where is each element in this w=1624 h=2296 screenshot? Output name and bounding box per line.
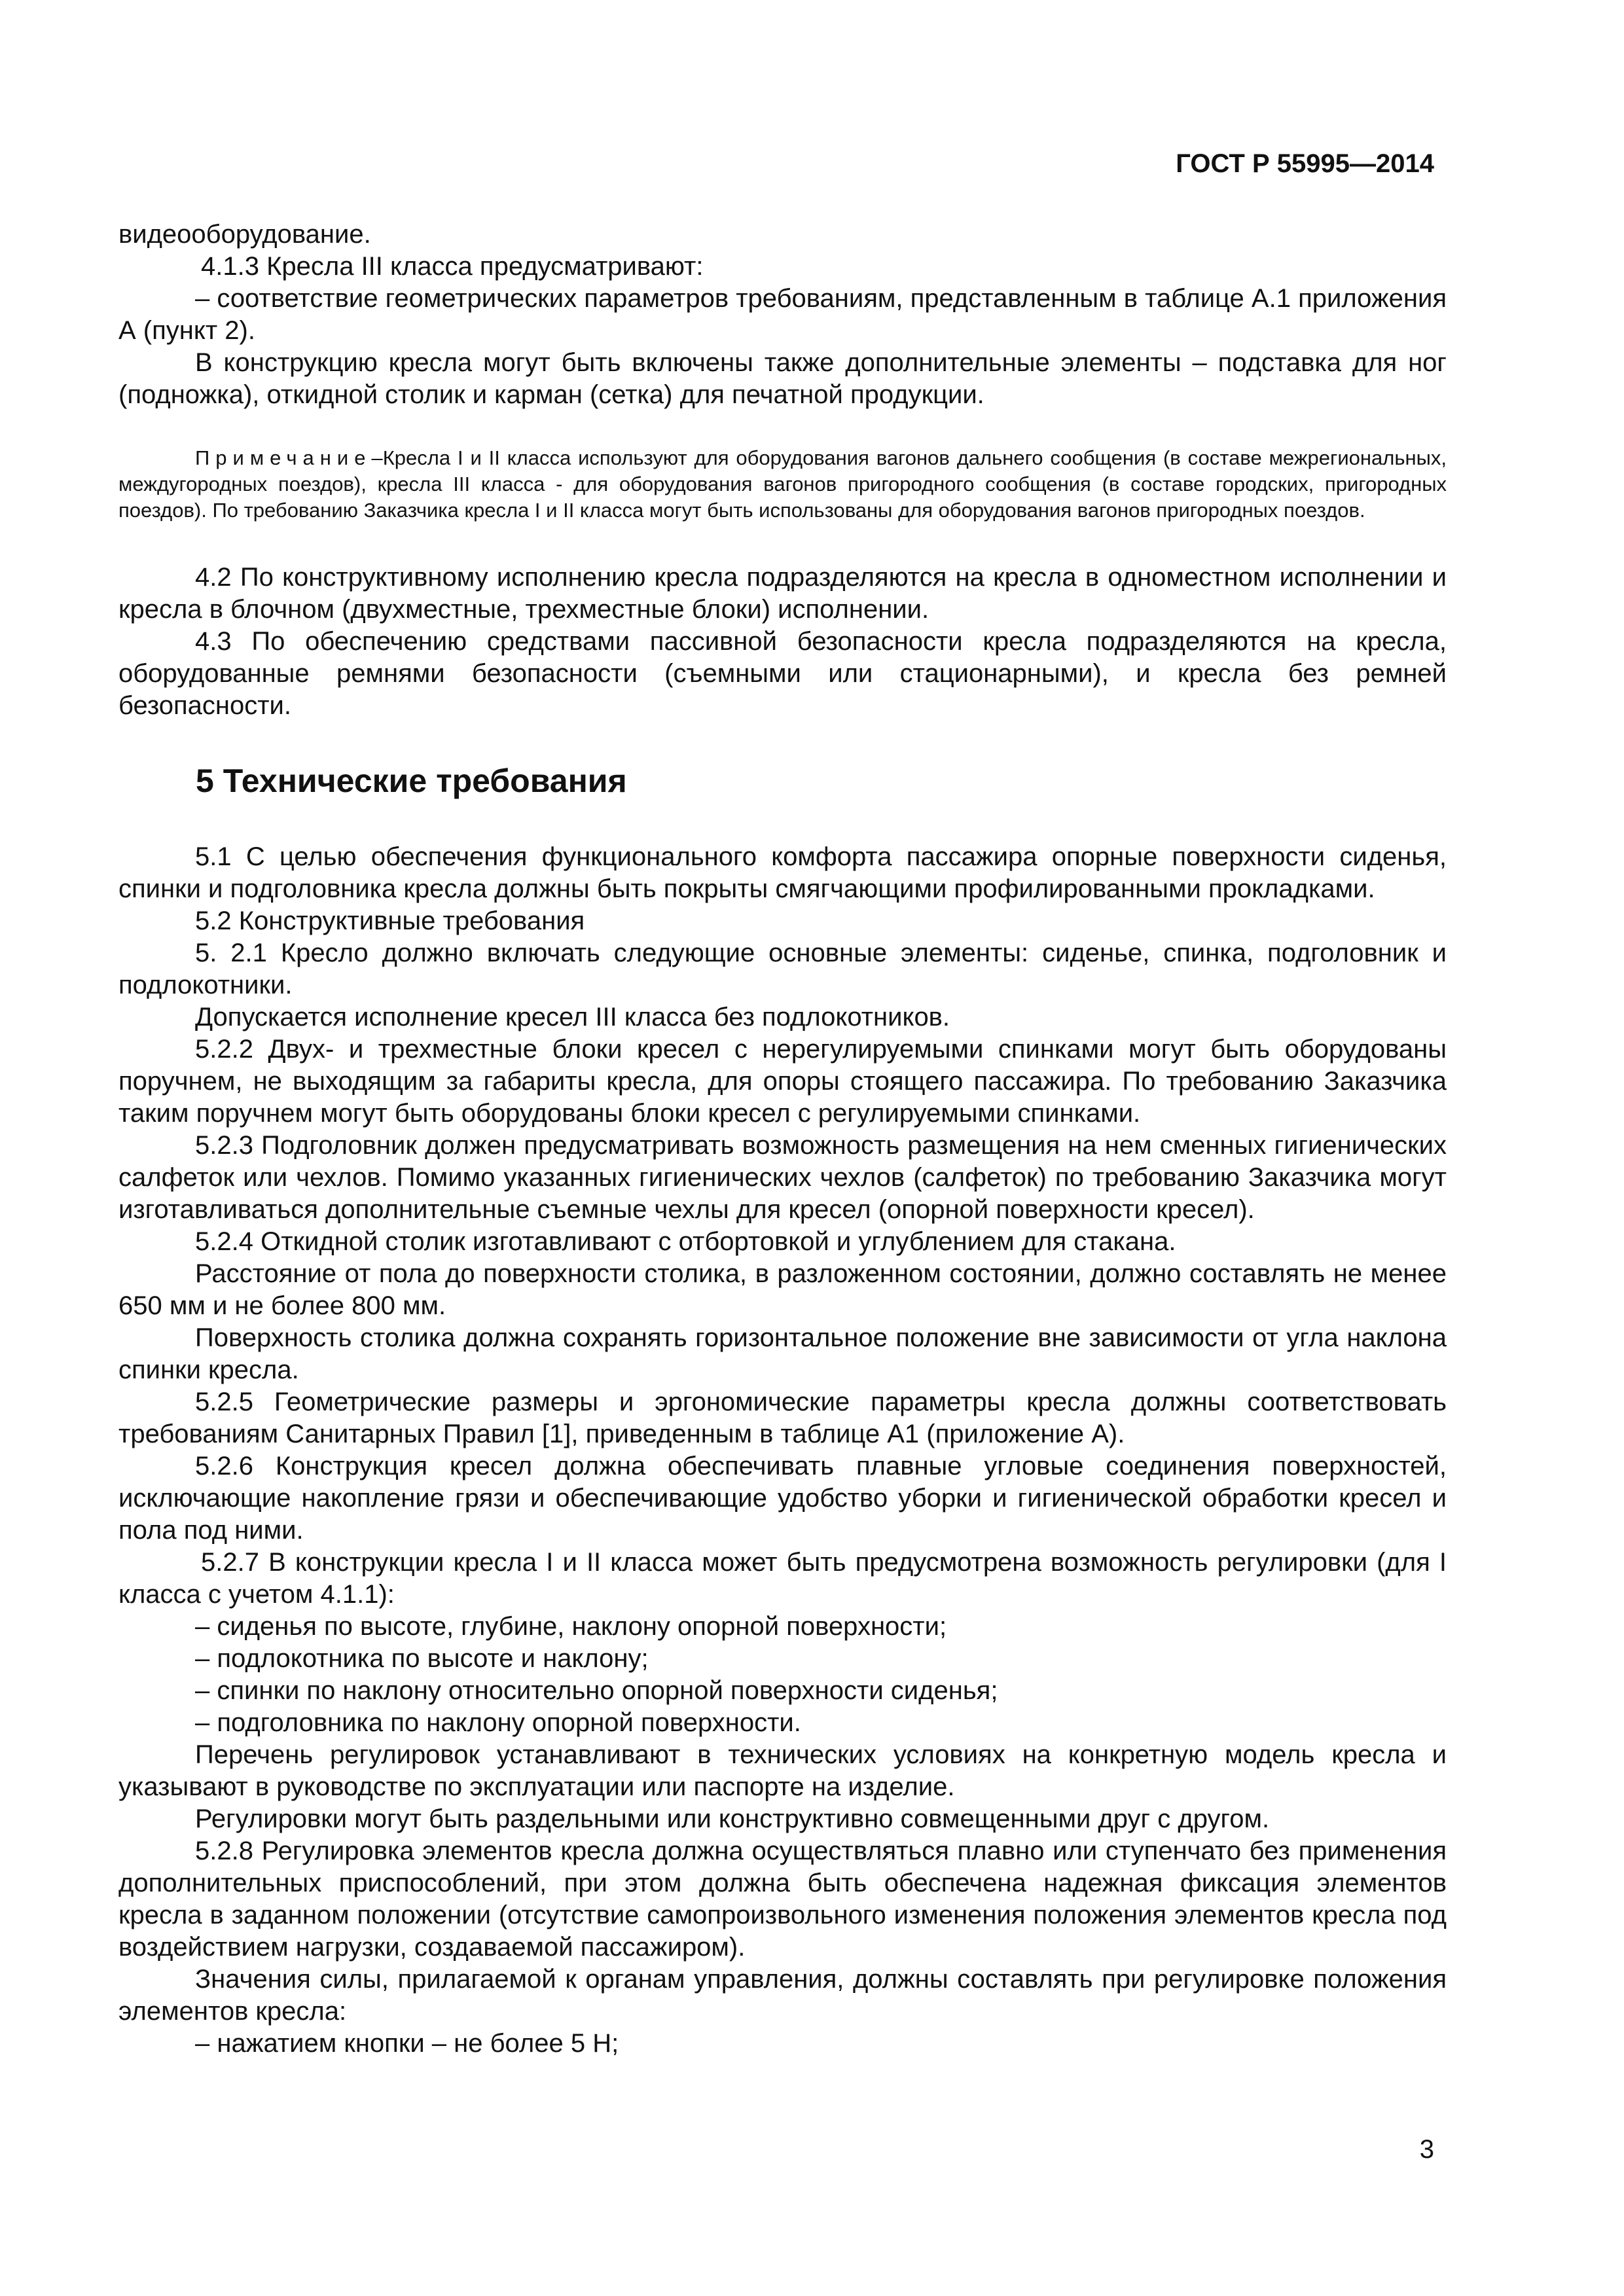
paragraph: Перечень регулировок устанавливают в технических условиях на конкретную модель кресла и указывают в руководстве по эксплуатации или паспорте на изделие. <box>118 1740 1447 1801</box>
list-item: – сиденья по высоте, глубине, наклону опорной поверхности; <box>195 1612 947 1641</box>
paragraph: Регулировки могут быть раздельными или конструктивно совмещенными друг с другом. <box>195 1804 1270 1833</box>
paragraph: 4.2 По конструктивному исполнению кресла подразделяются на кресла в одноместном исполнении и кресла в блочном (двухместные, трехместные блоки) исполнении. <box>118 563 1447 624</box>
paragraph: Допускается исполнение кресел III класса без подлокотников. <box>195 1003 950 1031</box>
paragraph: 5.2.3 Подголовник должен предусматривать возможность размещения на нем сменных гигиенических салфеток или чехлов. Помимо указанных гигиенических чехлов (салфеток) по требованию Заказчика могут изготавливаться дополнительные съемные чехлы для кресел (опорной поверхности кресел). <box>118 1131 1447 1224</box>
note-dash: – <box>371 446 383 469</box>
paragraph: 5.2.2 Двух- и трехместные блоки кресел с нерегулируемыми спинками могут быть оборудованы поручнем, не выходящим за габариты кресла, для опоры стоящего пассажира. По требованию Заказчика таким поручнем могут быть оборудованы блоки кресел с регулируемыми спинками. <box>118 1035 1447 1128</box>
paragraph: 5.2.4 Откидной столик изготавливают с отбортовкой и углублением для стакана. <box>195 1227 1176 1256</box>
paragraph: 5.2.7 В конструкции кресла I и II класса может быть предусмотрена возможность регулировки (для I класса с учетом 4.1.1): <box>118 1548 1447 1609</box>
document-code: ГОСТ Р 55995—2014 <box>1176 149 1434 178</box>
paragraph: 5.2 Конструктивные требования <box>195 906 585 935</box>
paragraph: В конструкцию кресла могут быть включены также дополнительные элементы – подставка для ног (подножка), откидной столик и карман (сетка) для печатной продукции. <box>118 348 1447 409</box>
paragraph: Значения силы, прилагаемой к органам управления, должны составлять при регулировке положения элементов кресла: <box>118 1965 1447 2026</box>
paragraph: 5.1 С целью обеспечения функционального комфорта пассажира опорные поверхности сиденья, спинки и подголовника кресла должны быть покрыты смягчающими профилированными прокладками. <box>118 842 1447 903</box>
page-number: 3 <box>1419 2135 1434 2164</box>
paragraph: 4.3 По обеспечению средствами пассивной безопасности кресла подразделяются на кресла, оборудованные ремнями безопасности (съемными или стационарными), и кресла без ремней безопасности. <box>118 627 1447 720</box>
paragraph: 5. 2.1 Кресло должно включать следующие основные элементы: сиденье, спинка, подголовник и подлокотники. <box>118 939 1447 999</box>
note-label: Примечание <box>195 446 372 469</box>
paragraph: Расстояние от пола до поверхности столика, в разложенном состоянии, должно составлять не менее 650 мм и не более 800 мм. <box>118 1259 1447 1320</box>
list-item: – подлокотника по высоте и наклону; <box>195 1644 649 1673</box>
paragraph: 5.2.5 Геометрические размеры и эргономические параметры кресла должны соответствовать требованиям Санитарных Правил [1], приведенным в таблице А1 (приложение А). <box>118 1388 1447 1448</box>
list-item: – нажатием кнопки – не более 5 Н; <box>195 2029 619 2058</box>
note-text: Кресла I и II класса используют для оборудования вагонов дальнего сообщения (в составе межрегиональных, междугородных поездов), кресла III класса - для оборудования вагонов пригородного сообщения (в составе городских, пригородных поездов). По требованию Заказчика кресла I и II класса могут быть использованы для оборудования вагонов пригородных поездов. <box>118 446 1447 522</box>
section-heading: 5 Технические требования <box>196 762 627 799</box>
paragraph: 5.2.6 Конструкция кресел должна обеспечивать плавные угловые соединения поверхностей, исключающие накопление грязи и обеспечивающие удобство уборки и гигиенической обработки кресел и пола под ними. <box>118 1452 1447 1545</box>
list-item: – подголовника по наклону опорной поверхности. <box>195 1708 801 1737</box>
list-item: – соответствие геометрических параметров требованиям, представленным в таблице А.1 приложения А (пункт 2). <box>118 284 1447 345</box>
paragraph: 4.1.3 Кресла III класса предусматривают: <box>201 252 704 281</box>
note <box>118 445 1447 524</box>
paragraph: Поверхность столика должна сохранять горизонтальное положение вне зависимости от угла наклона спинки кресла. <box>118 1323 1447 1384</box>
paragraph: 5.2.8 Регулировка элементов кресла должна осуществляться плавно или ступенчато без применения дополнительных приспособлений, при этом должна быть обеспечена надежная фиксация элементов кресла в заданном положении (отсутствие самопроизвольного изменения положения элементов кресла под воздействием нагрузки, создаваемой пассажиром). <box>118 1837 1447 1962</box>
page-content <box>118 219 1447 2060</box>
list-item: – спинки по наклону относительно опорной поверхности сиденья; <box>195 1676 998 1705</box>
paragraph: видеооборудование. <box>118 220 371 249</box>
